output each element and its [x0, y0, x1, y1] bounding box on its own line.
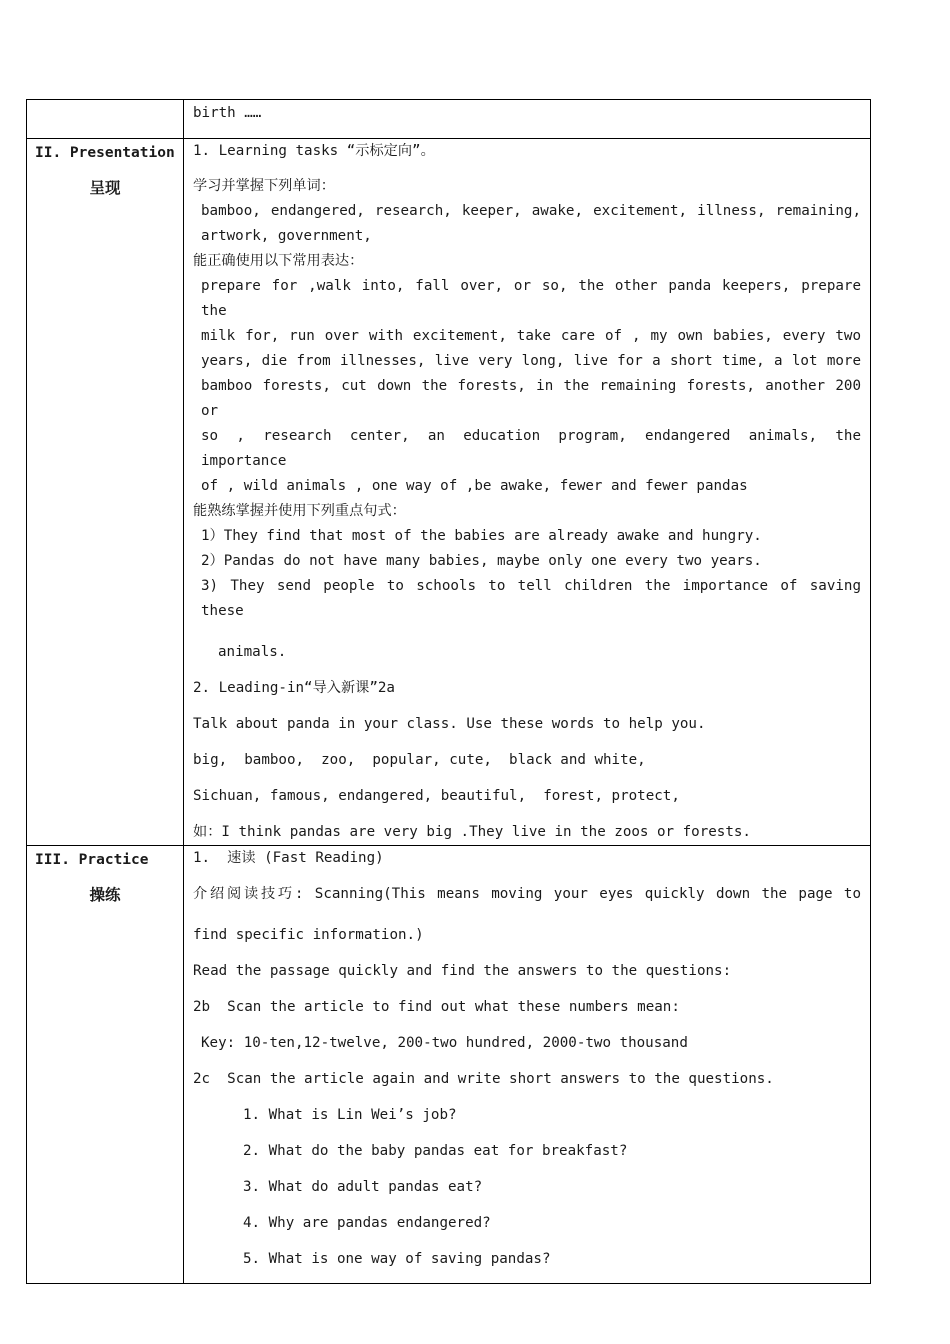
question-item: 5. What is one way of saving pandas? [243, 1251, 551, 1267]
presentation-content [184, 139, 871, 846]
key-sentence: 3) They send people to schools to tell children the importance of saving these [201, 578, 861, 619]
sentences-label: 能熟练掌握并使用下列重点句式： [193, 503, 406, 519]
section-label-cell [27, 846, 184, 1284]
birth-text: birth …… [193, 105, 262, 121]
reading-instruction: Read the passage quickly and find the answers to the questions: [193, 963, 732, 979]
helper-words: big, bamboo, zoo, popular, cute, black and white, [193, 752, 646, 768]
section-title-practice: III. Practice [35, 852, 149, 868]
practice-content [184, 846, 871, 1284]
helper-words: Sichuan, famous, endangered, beautiful, forest, protect, [193, 788, 680, 804]
question-item: 4. Why are pandas endangered? [243, 1215, 491, 1231]
table-row [27, 846, 871, 1284]
key-sentence: 1）They find that most of the babies are already awake and hungry. [201, 528, 762, 544]
expression-line: milk for, run over with excitement, take care of , my own babies, every two [201, 328, 861, 344]
words-line: bamboo, endangered, research, keeper, awake, excitement, illness, remaining, [201, 203, 861, 219]
example-sentence: 如：I think pandas are very big .They live in the zoos or forests. [193, 824, 751, 840]
expressions-label: 能正确使用以下常用表达： [193, 253, 364, 269]
reading-skill-text: find specific information.) [193, 927, 424, 943]
leading-in-heading: 2. Leading-in“导入新课”2a [193, 680, 395, 696]
words-line: artwork, government, [201, 228, 372, 244]
content-cell [184, 100, 871, 139]
question-item: 3. What do adult pandas eat? [243, 1179, 483, 1195]
learning-tasks-heading: 1. Learning tasks “示标定向”。 [193, 143, 435, 159]
answer-key: Key: 10-ten,12-twelve, 200-two hundred, 2000-two thousand [201, 1035, 688, 1051]
section-subtitle-presentation: 呈现 [89, 179, 121, 197]
lesson-plan-table [26, 99, 871, 1284]
expression-line: bamboo forests, cut down the forests, in the remaining forests, another 200 or [201, 378, 861, 419]
section-title-presentation: II. Presentation [35, 145, 175, 161]
table-row [27, 139, 871, 846]
task-2c: 2c Scan the article again and write short answers to the questions. [193, 1071, 774, 1087]
expression-line: years, die from illnesses, live very long, live for a short time, a lot more [201, 353, 861, 369]
fast-reading-heading: 1. 速读 (Fast Reading) [193, 850, 384, 866]
empty-cell [27, 100, 184, 139]
task-2b: 2b Scan the article to find out what these numbers mean: [193, 999, 680, 1015]
talk-instruction: Talk about panda in your class. Use these words to help you. [193, 716, 706, 732]
expression-line: prepare for ,walk into, fall over, or so, the other panda keepers, prepare the [201, 278, 861, 319]
key-sentence-continued: animals. [218, 644, 287, 660]
section-label-cell [27, 139, 184, 846]
expression-line: of , wild animals , one way of ,be awake, fewer and fewer pandas [201, 478, 748, 494]
table-row [27, 100, 871, 139]
reading-skill-text: 介绍阅读技巧: Scanning(This means moving your eyes quickly down the page to [193, 886, 861, 902]
question-item: 2. What do the baby pandas eat for breakfast? [243, 1143, 628, 1159]
section-subtitle-practice: 操练 [89, 886, 121, 904]
question-item: 1. What is Lin Wei’s job? [243, 1107, 457, 1123]
key-sentence: 2）Pandas do not have many babies, maybe only one every two years. [201, 553, 762, 569]
words-label: 学习并掌握下列单词： [193, 178, 335, 194]
expression-line: so , research center, an education program, endangered animals, the importance [201, 428, 861, 469]
